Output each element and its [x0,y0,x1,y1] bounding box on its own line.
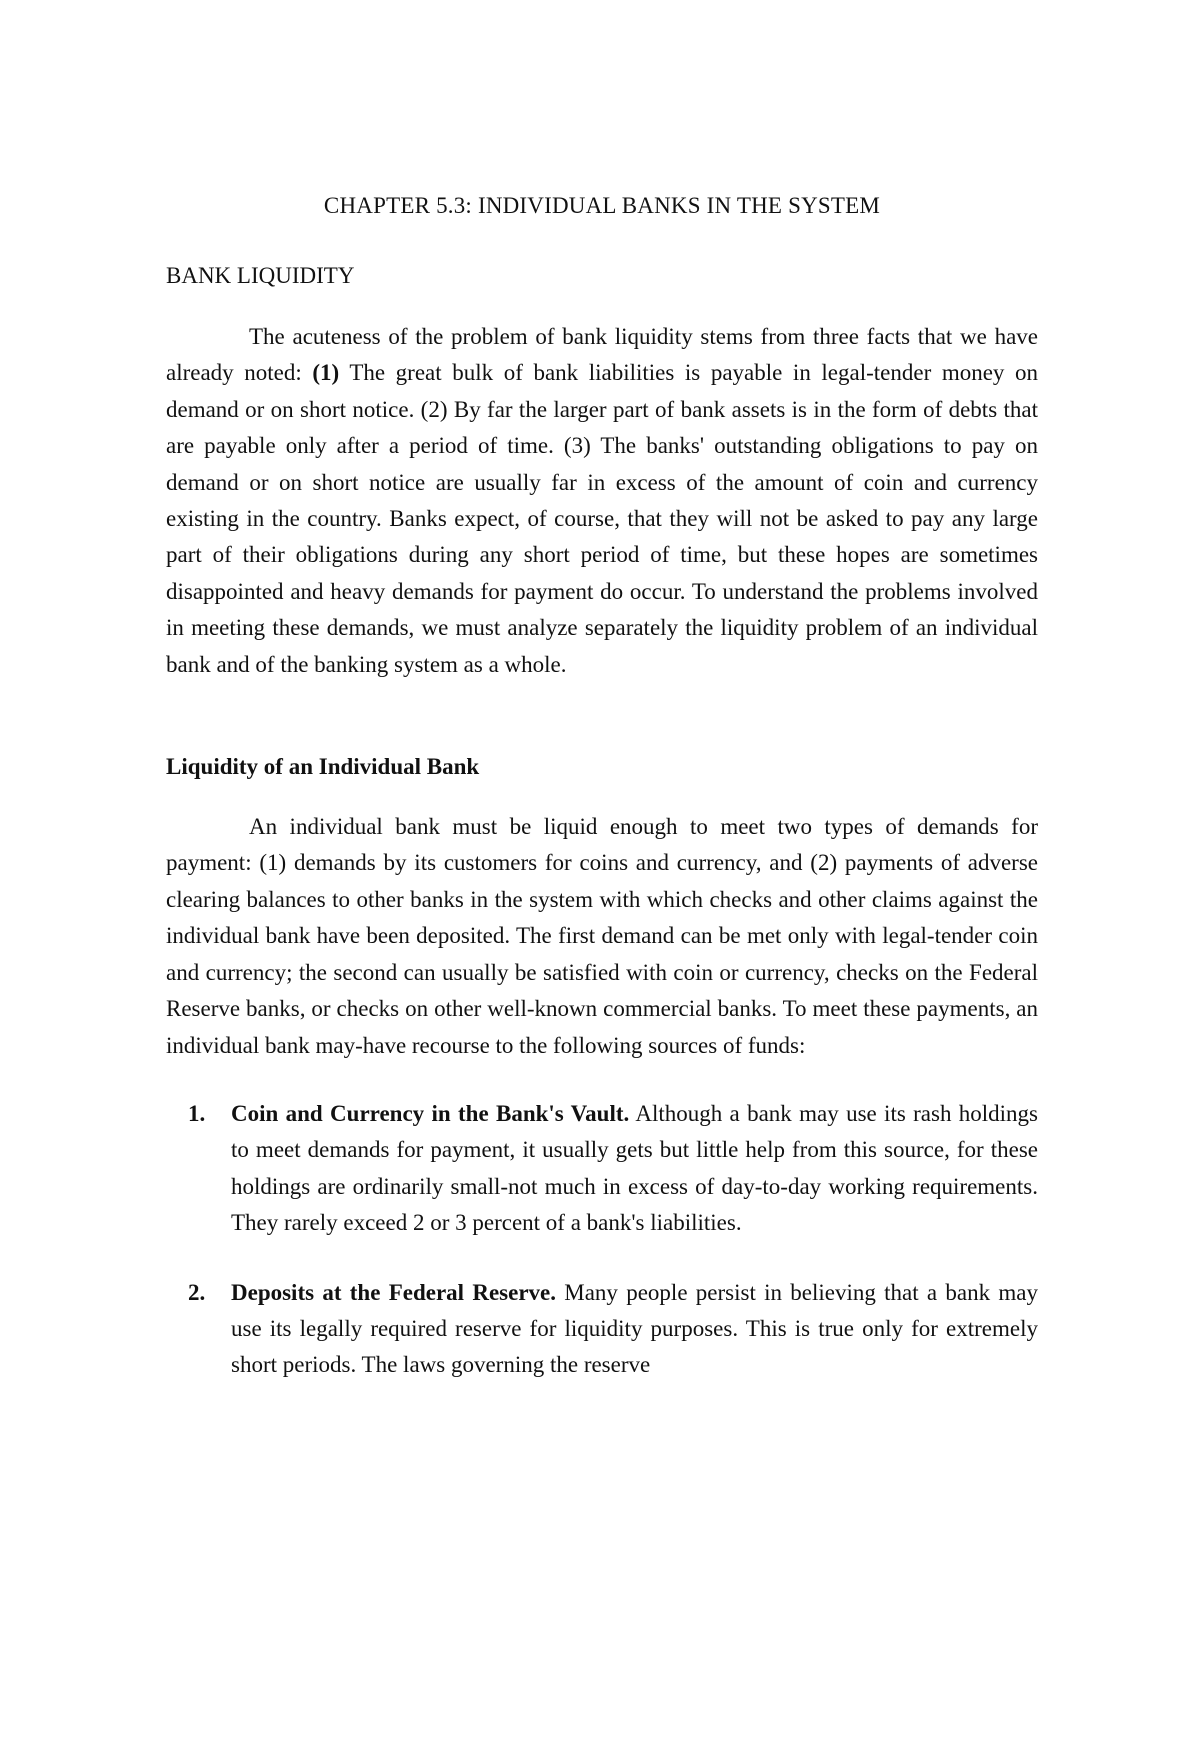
intro-text-rest: The great bulk of bank liabilities is payable in legal-tender money on demand or on short notice. (2) By far the larger part of bank assets is in the form of debts that are payable only after a period of time. (3) The banks' outstanding obligations to pay on demand or on short notice are usually far in excess of the amount of coin and currency existing in the country. Banks expect, of course, that they will not be asked to pay any large part of their obligations during any short period of time, but these hopes are sometimes disappointed and heavy demands for payment do occur. To understand the problems involved in meeting these demands, we must analyze separately the liquidity problem of an individual bank and of the banking system as a whole. [166,360,1038,677]
document-page [166,188,1038,1417]
list-item-text: Although a bank may use its rash holdings to meet demands for payment, it usually gets but little help from this source, for these holdings are ordinarily small-not much in excess of day-to-day working requirements. They rarely exceed 2 or 3 percent of a bank's liabilities. [231,1100,1039,1236]
list-item-title: Coin and Currency in the Bank's Vault. [231,1100,630,1126]
sources-of-funds-list [166,1096,1038,1384]
intro-text-start: The acuteness of the problem of bank liquidity stems from three facts that we have already noted: [166,324,1038,386]
list-item-number: 1. [188,1100,206,1126]
list-item [166,1096,1038,1242]
list-item [166,1275,1038,1384]
list-item-title: Deposits at the Federal Reserve. [231,1279,556,1305]
list-item-text: Many people persist in believing that a bank may use its legally required reserve for liquidity purposes. This is true only for extremely short periods. The laws governing the reserve [231,1279,1038,1378]
individual-bank-paragraph: An individual bank must be liquid enough to meet two types of demands for payment: (1) demands by its customers for coins and currency, and (2) payments of adverse clearing balances to other banks in the system with which checks and other claims against the individual bank have been deposited. The first demand can be met only with legal-tender coin and currency; the second can usually be satisfied with coin or currency, checks on the Federal Reserve banks, or checks on other well-known commercial banks. To meet these payments, an individual bank may-have recourse to the following sources of funds: [166,814,1038,1058]
intro-paragraph [166,319,1038,683]
intro-bold-marker: (1) [312,360,340,386]
subsection-heading: Liquidity of an Individual Bank [166,754,480,780]
list-item-number: 2. [188,1279,206,1305]
section-heading: BANK LIQUIDITY [166,263,355,288]
chapter-title: CHAPTER 5.3: INDIVIDUAL BANKS IN THE SYSTEM [323,193,881,218]
